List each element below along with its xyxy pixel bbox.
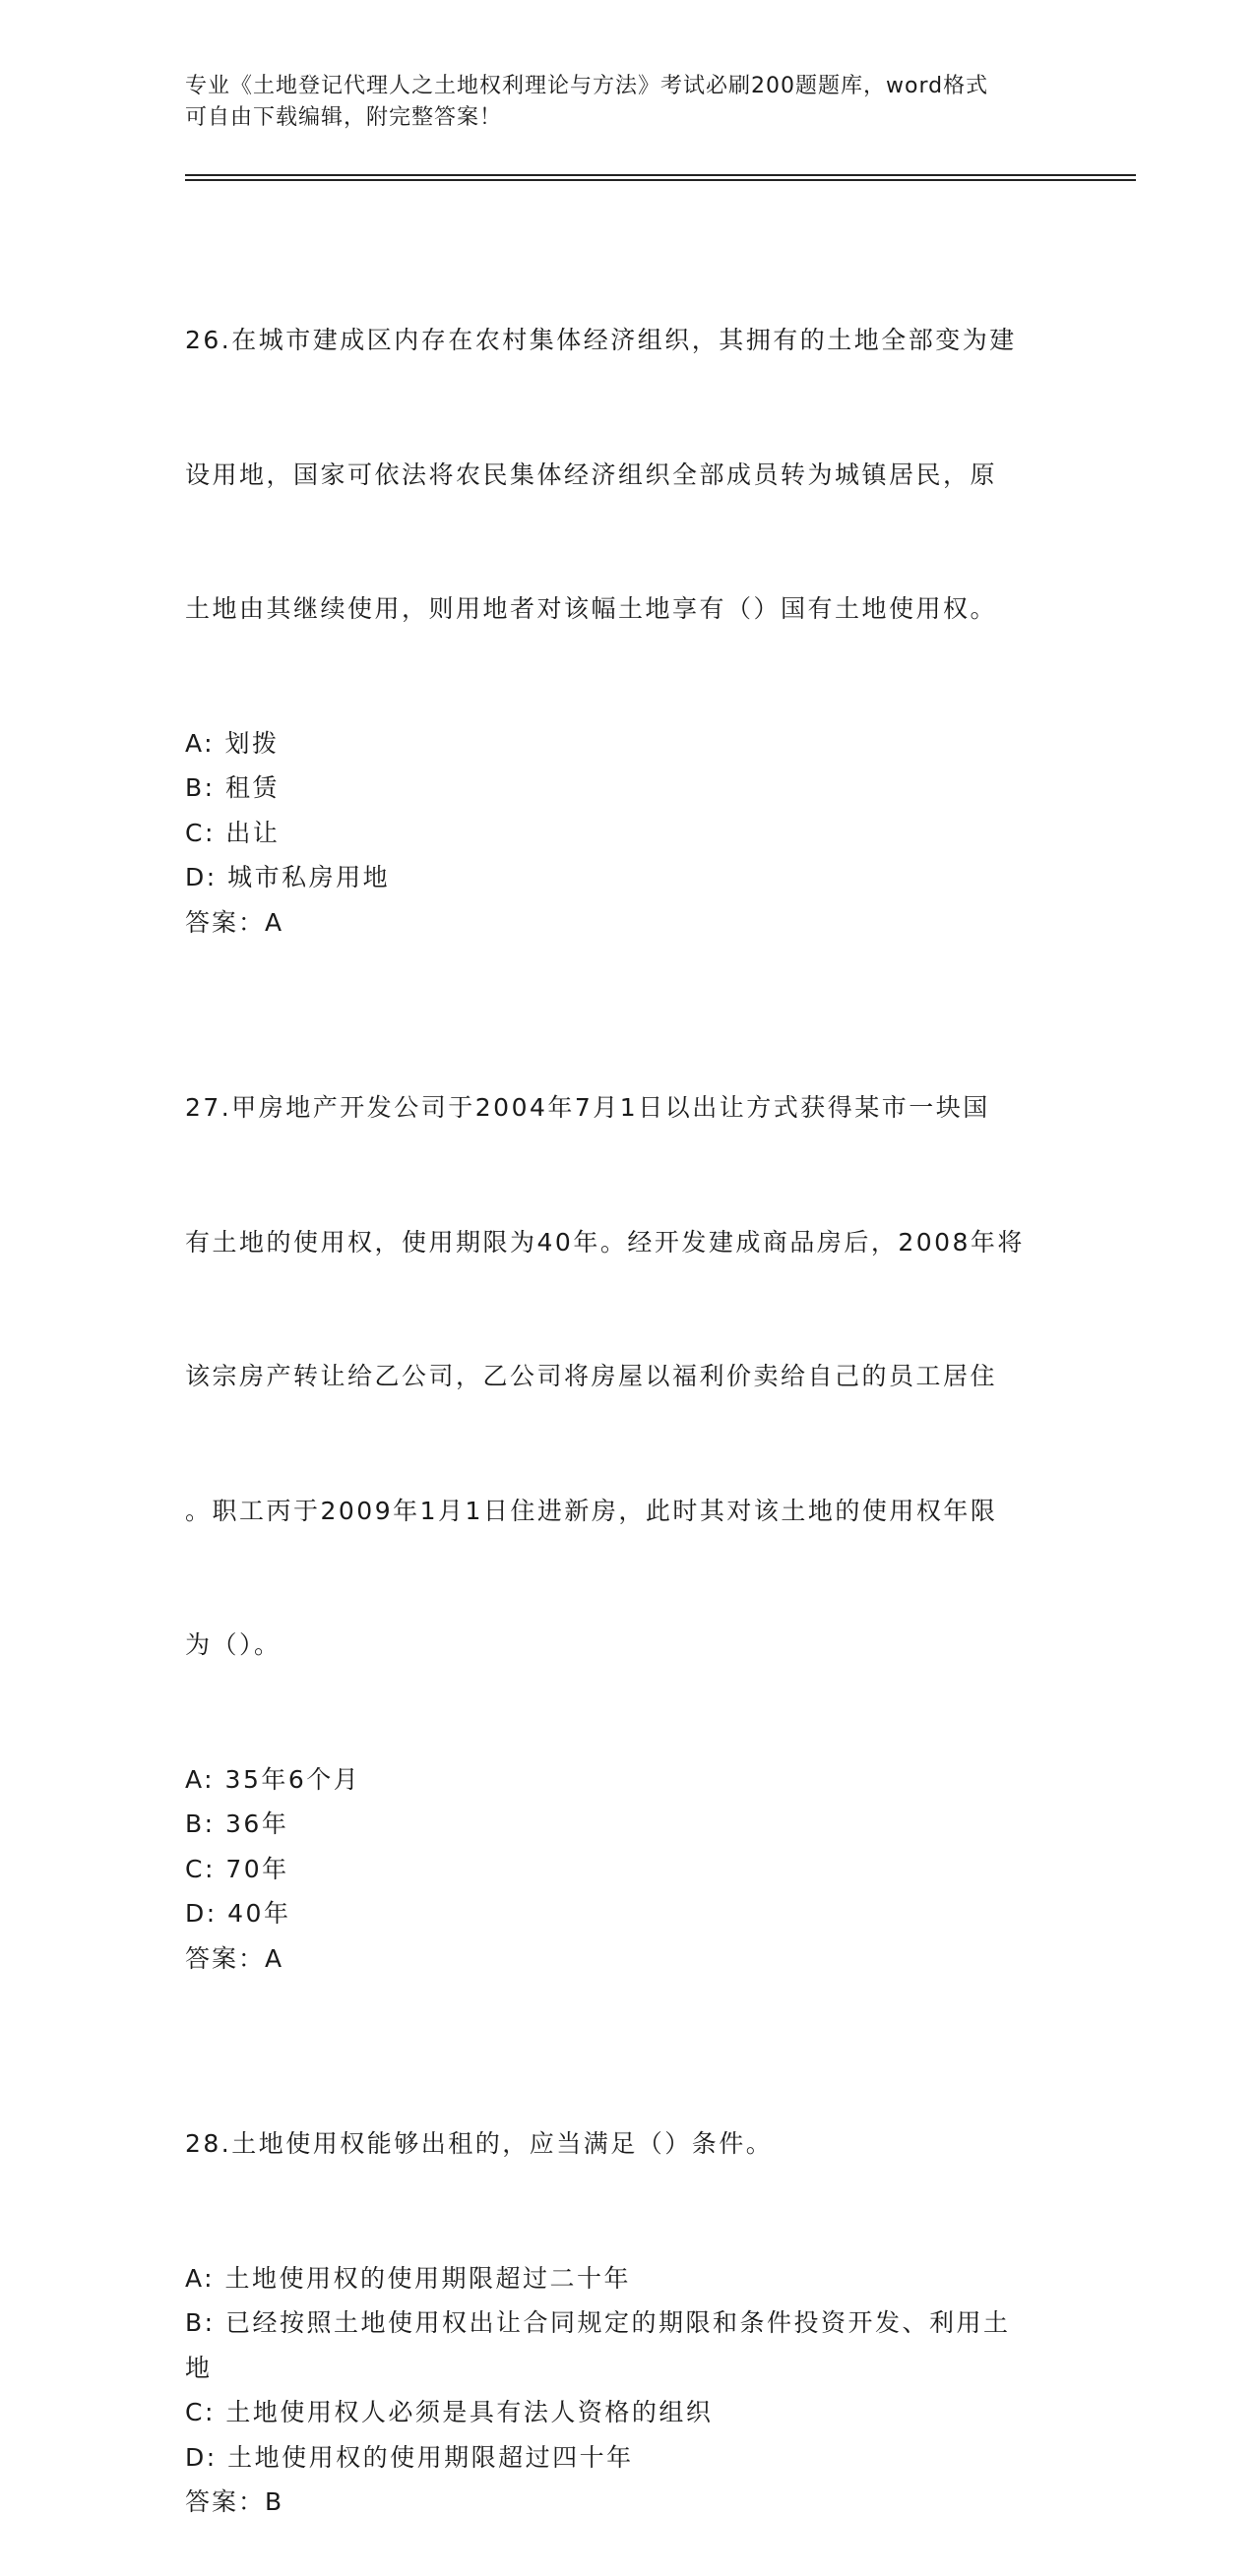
option-b xyxy=(185,766,1071,811)
document-header xyxy=(185,71,1071,134)
option-c xyxy=(185,2390,1071,2435)
option-key: B: xyxy=(185,1809,216,1838)
question-stem xyxy=(185,228,1071,721)
option-key: C: xyxy=(185,1854,216,1883)
option-key: A: xyxy=(185,1764,216,1794)
answer-label: 答案： xyxy=(185,2487,266,2516)
option-key: B: xyxy=(185,2308,216,2337)
option-text: 土地使用权的使用期限超过二十年 xyxy=(224,2263,632,2293)
answer-value: A xyxy=(265,907,284,937)
header-line-1: 专业《土地登记代理人之土地权利理论与方法》考试必刷200题题库，word格式 xyxy=(185,74,989,98)
option-b xyxy=(185,2300,1071,2346)
option-d xyxy=(185,1891,1071,1936)
question-stem-line: 该宗房产转让给乙公司，乙公司将房屋以福利价卖给自己的员工居住 xyxy=(185,1362,998,1390)
option-text: 40年 xyxy=(227,1899,291,1928)
question-stem-line: 有土地的使用权，使用期限为40年。经开发建成商品房后，2008年将 xyxy=(185,1227,1025,1257)
question-stem-line: 为（）。 xyxy=(185,1630,282,1659)
option-key: A: xyxy=(185,2263,216,2293)
option-b-continuation: 地 xyxy=(185,2353,213,2382)
option-text: 土地使用权人必须是具有法人资格的组织 xyxy=(225,2398,714,2426)
question-stem-line: 设用地，国家可依法将农民集体经济组织全部成员转为城镇居民，原 xyxy=(185,460,998,489)
option-a xyxy=(185,721,1071,767)
question-list xyxy=(185,228,1071,2576)
question-27 xyxy=(185,996,1071,1981)
header-divider-top xyxy=(185,174,1136,176)
option-key: D: xyxy=(185,2442,218,2472)
option-b xyxy=(185,1802,1071,1847)
option-text: 土地使用权的使用期限超过四十年 xyxy=(227,2442,634,2472)
answer-label: 答案： xyxy=(185,907,266,937)
option-text: 已经按照土地使用权出让合同规定的期限和条件投资开发、利用土 xyxy=(225,2308,1011,2337)
option-a xyxy=(185,1757,1071,1803)
question-stem-line: 土地由其继续使用，则用地者对该幅土地享有（）国有土地使用权。 xyxy=(185,594,998,623)
option-key: A: xyxy=(185,728,216,758)
option-text: 划拨 xyxy=(224,728,280,758)
answer-value: A xyxy=(265,1943,284,1973)
option-text: 租赁 xyxy=(225,773,281,802)
option-key: C: xyxy=(185,2398,216,2426)
answer-label: 答案： xyxy=(185,1943,266,1973)
option-text: 城市私房用地 xyxy=(227,863,391,891)
option-c xyxy=(185,811,1071,856)
option-text: 70年 xyxy=(225,1854,289,1883)
option-text: 出让 xyxy=(225,818,281,847)
question-28 xyxy=(185,2032,1071,2525)
answer-line xyxy=(185,900,1071,946)
option-text: 35年6个月 xyxy=(224,1764,361,1794)
option-key: B: xyxy=(185,773,216,802)
option-a xyxy=(185,2256,1071,2301)
option-key: D: xyxy=(185,1899,218,1928)
header-line-2: 可自由下载编辑，附完整答案！ xyxy=(185,105,503,130)
header-divider-bottom xyxy=(185,179,1136,181)
question-stem-line: 28.土地使用权能够出租的，应当满足（）条件。 xyxy=(185,2129,774,2158)
question-26 xyxy=(185,228,1071,945)
question-stem-line: 。职工丙于2009年1月1日住进新房，此时其对该土地的使用权年限 xyxy=(185,1496,998,1525)
option-d xyxy=(185,855,1071,900)
question-stem-line: 27.甲房地产开发公司于2004年7月1日以出让方式获得某市一块国 xyxy=(185,1093,990,1122)
question-stem xyxy=(185,2032,1071,2256)
option-text: 36年 xyxy=(225,1809,289,1838)
option-c xyxy=(185,1847,1071,1892)
option-key: C: xyxy=(185,818,216,847)
question-stem-line: 26.在城市建成区内存在农村集体经济组织，其拥有的土地全部变为建 xyxy=(185,326,1017,354)
option-d xyxy=(185,2435,1071,2481)
question-stem xyxy=(185,996,1071,1757)
option-key: D: xyxy=(185,863,218,891)
answer-value: B xyxy=(265,2487,284,2516)
answer-line xyxy=(185,2480,1071,2525)
answer-line xyxy=(185,1936,1071,1982)
